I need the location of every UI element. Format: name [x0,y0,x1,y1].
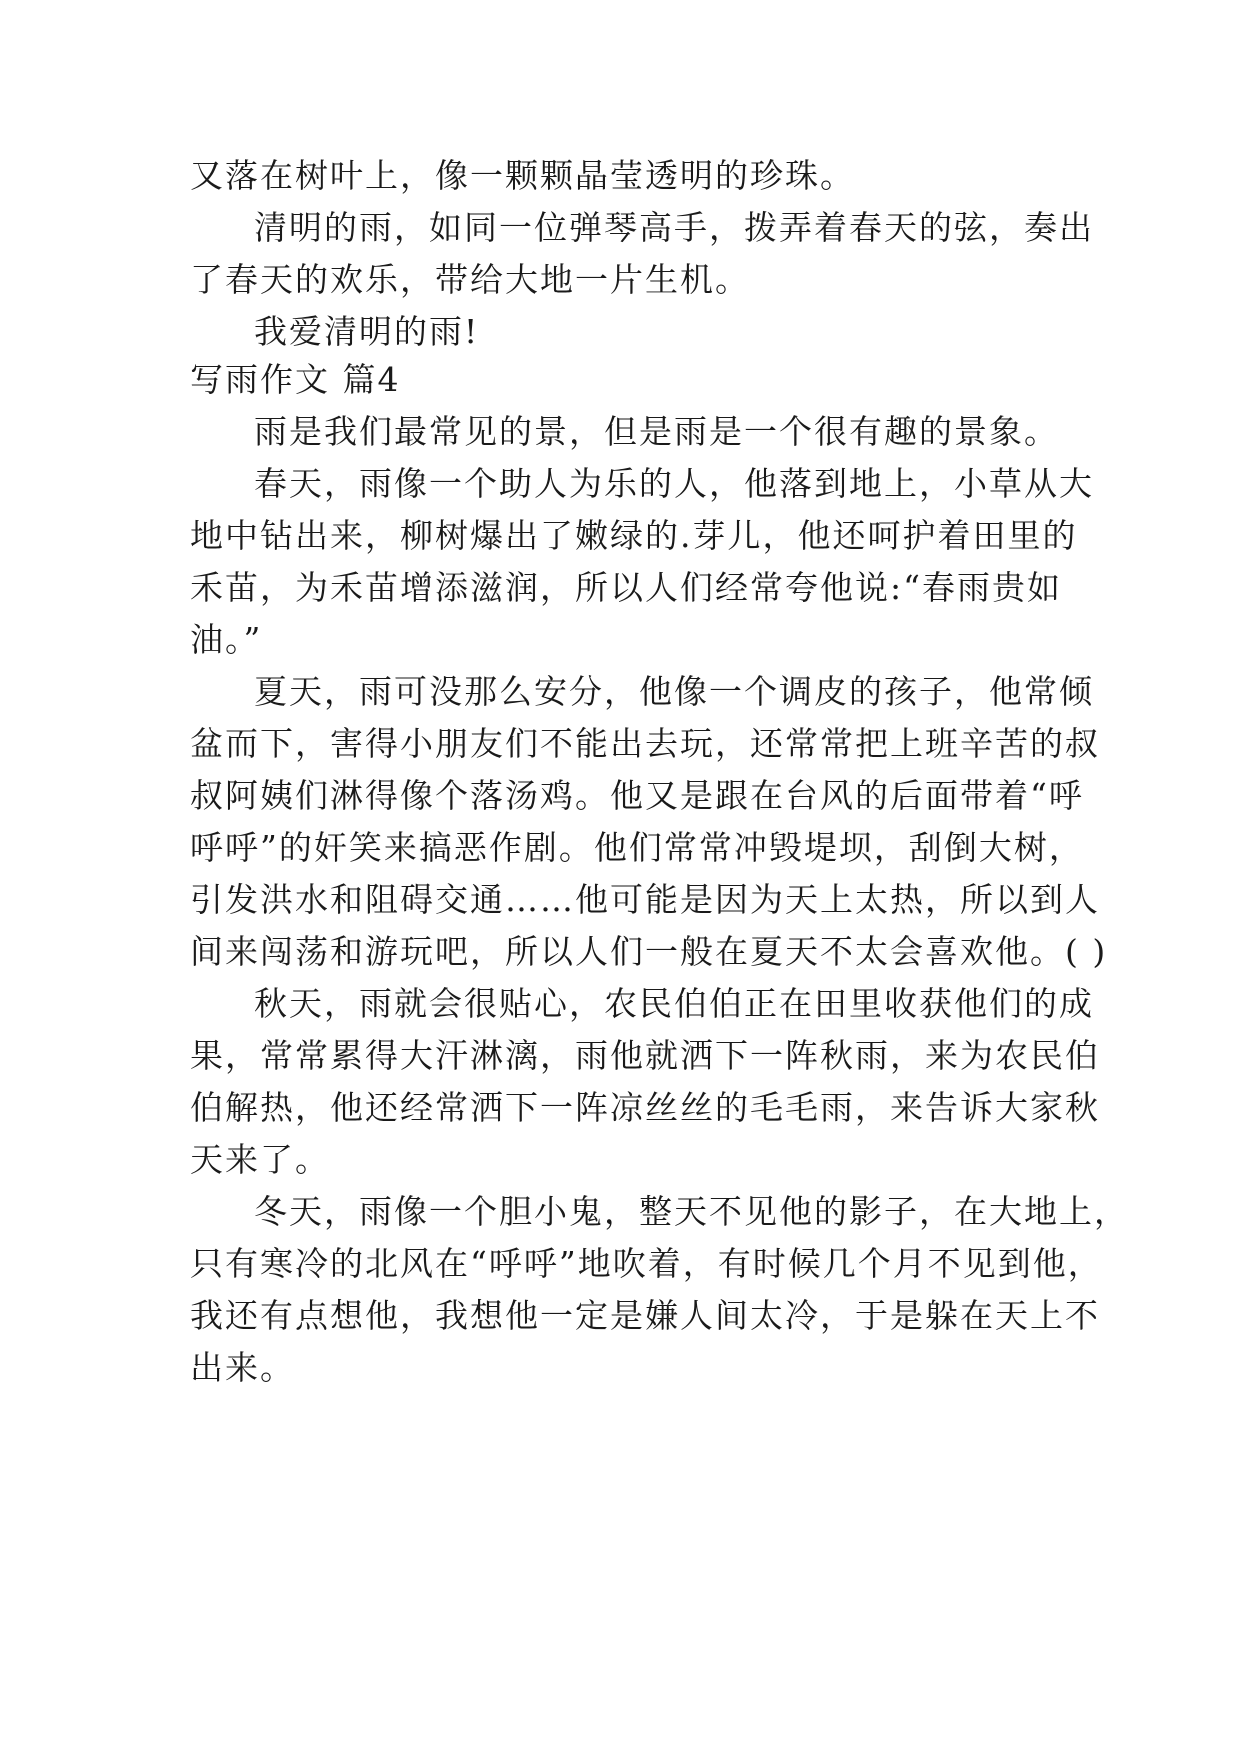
text-line: 间来闯荡和游玩吧，所以人们一般在夏天不太会喜欢他。( ) [190,932,1108,971]
text-line: 盆而下，害得小朋友们不能出去玩，还常常把上班辛苦的叔 [190,724,1100,763]
text-line: 地中钻出来，柳树爆出了嫩绿的.芽儿，他还呵护着田里的 [190,516,1078,555]
section-heading: 写雨作文 篇4 [190,360,401,399]
text-line: 又落在树叶上，像一颗颗晶莹透明的珍珠。 [190,156,855,195]
text-line: 油。” [190,620,263,659]
text-line: 我还有点想他，我想他一定是嫌人间太冷，于是躲在天上不 [190,1296,1100,1335]
paragraph-first-line: 夏天，雨可没那么安分，他像一个调皮的孩子，他常倾 [254,672,1094,711]
text-line: 了春天的欢乐，带给大地一片生机。 [190,260,750,299]
paragraph-first-line: 秋天，雨就会很贴心，农民伯伯正在田里收获他们的成 [254,984,1094,1023]
paragraph-first-line: 清明的雨，如同一位弹琴高手，拨弄着春天的弦，奏出 [254,208,1094,247]
paragraph-first-line: 雨是我们最常见的景，但是雨是一个很有趣的景象。 [254,412,1059,451]
text-line: 果，常常累得大汗淋漓，雨他就洒下一阵秋雨，来为农民伯 [190,1036,1100,1075]
paragraph-first-line: 春天，雨像一个助人为乐的人，他落到地上，小草从大 [254,464,1094,503]
text-line: 叔阿姨们淋得像个落汤鸡。他又是跟在台风的后面带着“呼 [190,776,1084,815]
paragraph-first-line: 冬天，雨像一个胆小鬼，整天不见他的影子，在大地上， [254,1192,1129,1231]
text-line: 禾苗，为禾苗增添滋润，所以人们经常夸他说:“春雨贵如 [190,568,1062,607]
text-line: 引发洪水和阻碍交通……他可能是因为天上太热，所以到人 [190,880,1100,919]
text-line: 只有寒冷的北风在“呼呼”地吹着，有时候几个月不见到他， [190,1244,1103,1283]
text-line: 出来。 [190,1348,295,1387]
text-line: 天来了。 [190,1140,330,1179]
paragraph-first-line: 我爱清明的雨! [254,312,480,351]
text-line: 伯解热，他还经常洒下一阵凉丝丝的毛毛雨，来告诉大家秋 [190,1088,1100,1127]
text-line: 呼呼”的奸笑来搞恶作剧。他们常常冲毁堤坝，刮倒大树， [190,828,1084,867]
